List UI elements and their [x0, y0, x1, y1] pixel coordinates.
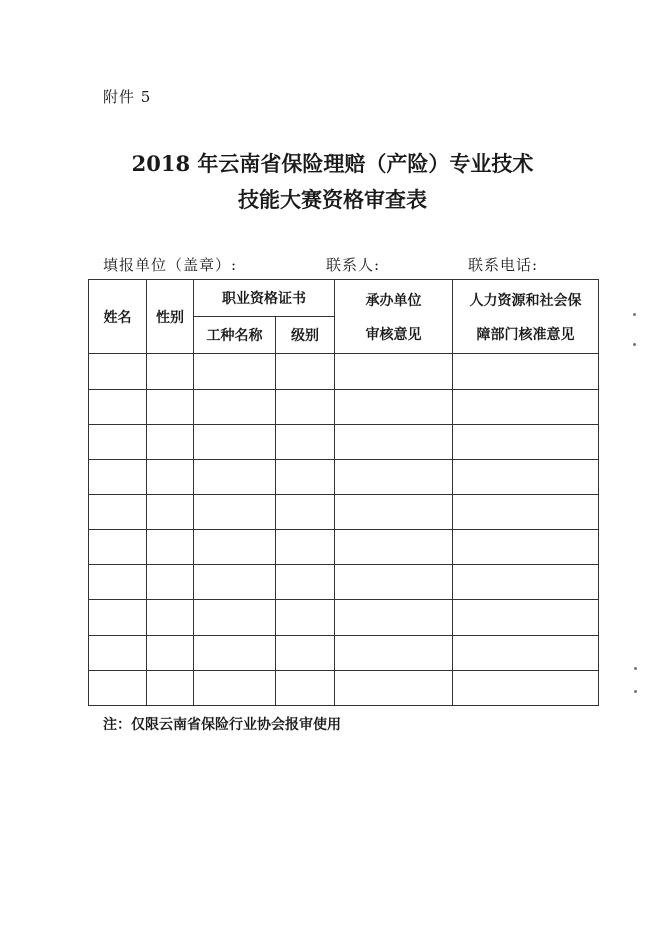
document-title-line2: 技能大赛资格审查表 — [238, 187, 427, 212]
gender-cell[interactable] — [147, 565, 194, 600]
gender-cell[interactable] — [147, 635, 194, 670]
table-row — [89, 565, 599, 600]
name-cell[interactable] — [89, 600, 147, 635]
scan-speck — [633, 343, 636, 346]
table-row — [89, 494, 599, 529]
name-cell[interactable] — [89, 565, 147, 600]
table-row — [89, 670, 599, 705]
qualification-review-table — [88, 279, 599, 706]
job-type-cell[interactable] — [194, 635, 276, 670]
attachment-label: 附件 5 — [103, 88, 152, 106]
level-cell[interactable] — [276, 459, 335, 494]
header-gender: 性别 — [147, 280, 194, 354]
gender-cell[interactable] — [147, 670, 194, 705]
organizer-opinion-cell[interactable] — [335, 600, 453, 635]
scan-speck — [634, 667, 637, 670]
organizer-opinion-cell[interactable] — [335, 670, 453, 705]
header-hr-approval — [453, 280, 599, 354]
table-row — [89, 635, 599, 670]
gender-cell[interactable] — [147, 530, 194, 565]
document-title-line1: 2018 年云南省保险理赔（产险）专业技术 — [131, 151, 534, 176]
organizer-opinion-cell[interactable] — [335, 459, 453, 494]
hr-approval-cell[interactable] — [453, 530, 599, 565]
hr-approval-cell[interactable] — [453, 600, 599, 635]
name-cell[interactable] — [89, 635, 147, 670]
header-hr-line1: 人力资源和社会保 — [469, 292, 582, 309]
job-type-cell[interactable] — [194, 670, 276, 705]
hr-approval-cell[interactable] — [453, 494, 599, 529]
table-row — [89, 459, 599, 494]
level-cell[interactable] — [276, 635, 335, 670]
name-cell[interactable] — [89, 494, 147, 529]
level-cell[interactable] — [276, 600, 335, 635]
hr-approval-cell[interactable] — [453, 635, 599, 670]
footer-note: 注：仅限云南省保险行业协会报审使用 — [103, 717, 341, 733]
header-name: 姓名 — [89, 280, 147, 354]
scan-speck — [633, 313, 636, 316]
organizer-opinion-cell[interactable] — [335, 565, 453, 600]
table-row — [89, 354, 599, 389]
hr-approval-cell[interactable] — [453, 459, 599, 494]
gender-cell[interactable] — [147, 600, 194, 635]
name-cell[interactable] — [89, 354, 147, 389]
gender-cell[interactable] — [147, 354, 194, 389]
table-row — [89, 424, 599, 459]
header-job-type: 工种名称 — [194, 317, 276, 354]
job-type-cell[interactable] — [194, 389, 276, 424]
hr-approval-cell[interactable] — [453, 389, 599, 424]
organizer-opinion-cell[interactable] — [335, 494, 453, 529]
hr-approval-cell[interactable] — [453, 670, 599, 705]
name-cell[interactable] — [89, 459, 147, 494]
level-cell[interactable] — [276, 530, 335, 565]
organizer-opinion-cell[interactable] — [335, 530, 453, 565]
table-row — [89, 600, 599, 635]
name-cell[interactable] — [89, 530, 147, 565]
header-level: 级别 — [276, 317, 335, 354]
level-cell[interactable] — [276, 494, 335, 529]
fill-phone-label: 联系电话: — [468, 256, 539, 274]
job-type-cell[interactable] — [194, 530, 276, 565]
level-cell[interactable] — [276, 389, 335, 424]
gender-cell[interactable] — [147, 494, 194, 529]
job-type-cell[interactable] — [194, 354, 276, 389]
name-cell[interactable] — [89, 424, 147, 459]
hr-approval-cell[interactable] — [453, 354, 599, 389]
name-cell[interactable] — [89, 389, 147, 424]
gender-cell[interactable] — [147, 459, 194, 494]
level-cell[interactable] — [276, 424, 335, 459]
hr-approval-cell[interactable] — [453, 424, 599, 459]
fill-contact-label: 联系人: — [326, 256, 381, 274]
header-certificate-group: 职业资格证书 — [194, 280, 335, 317]
name-cell[interactable] — [89, 670, 147, 705]
header-organizer-line2: 审核意见 — [365, 326, 422, 343]
job-type-cell[interactable] — [194, 424, 276, 459]
organizer-opinion-cell[interactable] — [335, 389, 453, 424]
job-type-cell[interactable] — [194, 565, 276, 600]
table-row — [89, 389, 599, 424]
organizer-opinion-cell[interactable] — [335, 635, 453, 670]
header-hr-line2: 障部门核准意见 — [476, 326, 575, 343]
gender-cell[interactable] — [147, 424, 194, 459]
organizer-opinion-cell[interactable] — [335, 424, 453, 459]
fill-unit-label: 填报单位（盖章）: — [103, 256, 238, 274]
job-type-cell[interactable] — [194, 459, 276, 494]
level-cell[interactable] — [276, 670, 335, 705]
job-type-cell[interactable] — [194, 600, 276, 635]
scan-speck — [634, 690, 637, 693]
organizer-opinion-cell[interactable] — [335, 354, 453, 389]
table-row — [89, 530, 599, 565]
level-cell[interactable] — [276, 565, 335, 600]
level-cell[interactable] — [276, 354, 335, 389]
job-type-cell[interactable] — [194, 494, 276, 529]
header-organizer-line1: 承办单位 — [365, 292, 422, 309]
header-organizer-opinion — [335, 280, 453, 354]
gender-cell[interactable] — [147, 389, 194, 424]
hr-approval-cell[interactable] — [453, 565, 599, 600]
